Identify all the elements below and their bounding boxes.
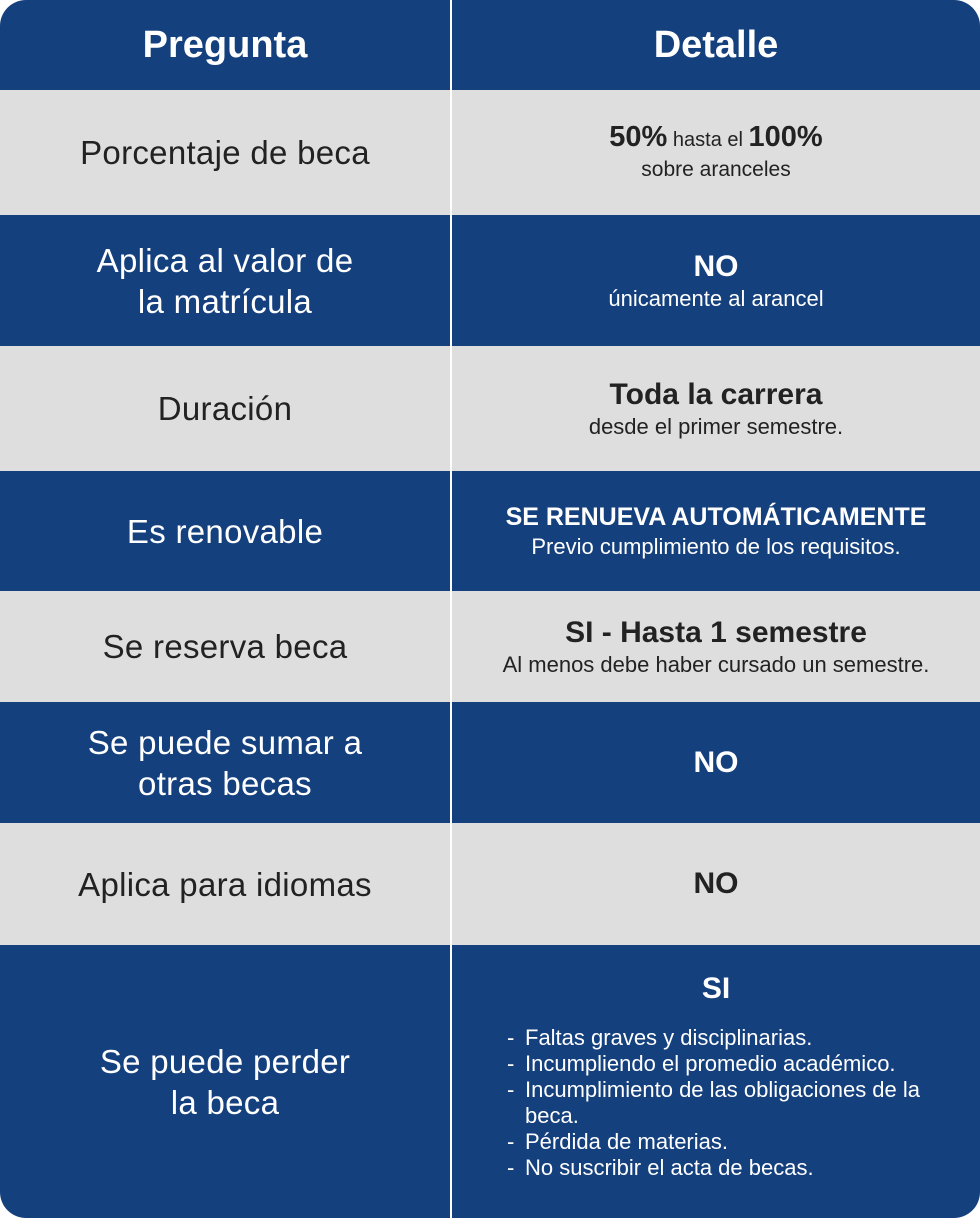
question-line: Se puede perder <box>99 1042 351 1080</box>
detail-title: SI - Hasta 1 semestre <box>565 615 867 649</box>
table-row <box>0 702 980 823</box>
table-row <box>0 90 980 215</box>
question-cell: Se reserva beca <box>0 591 452 702</box>
percentage-connector: hasta el <box>672 129 743 151</box>
detail-cell <box>452 90 980 215</box>
detail-title: Toda la carrera <box>609 377 823 411</box>
detail-title: NO <box>693 249 739 283</box>
detail-subtitle: desde el primer semestre. <box>588 413 844 439</box>
detail-subtitle: Previo cumplimiento de los requisitos. <box>531 534 901 559</box>
detail-title: NO <box>693 745 739 779</box>
question-cell <box>0 702 452 823</box>
table-row <box>0 591 980 702</box>
table-row <box>0 215 980 346</box>
detail-cell <box>452 945 980 1218</box>
percentage-line <box>609 121 822 156</box>
question-cell: Es renovable <box>0 471 452 591</box>
detail-title: NO <box>693 867 739 900</box>
list-item: - Pérdida de materias. <box>507 1129 925 1155</box>
table-row <box>0 945 980 1218</box>
detail-cell <box>452 823 980 945</box>
detail-cell <box>452 471 980 591</box>
question-line: otras becas <box>138 764 312 802</box>
list-item: - Incumpliendo el promedio académico. <box>507 1051 925 1077</box>
detail-cell <box>452 215 980 346</box>
detail-title: SI <box>701 972 731 1005</box>
percentage-max: 100% <box>748 121 823 153</box>
question-cell: Porcentaje de beca <box>0 90 452 215</box>
detail-subtitle: únicamente al arancel <box>608 285 824 311</box>
detail-title: SE RENUEVA AUTOMÁTICAMENTE <box>505 503 927 531</box>
list-item: - Incumplimiento de las obligaciones de la beca. <box>507 1077 925 1129</box>
question-line: la beca <box>170 1083 280 1121</box>
question-cell <box>0 215 452 346</box>
detail-subtitle: Al menos debe haber cursado un semestre. <box>502 651 930 677</box>
table-row <box>0 823 980 945</box>
question-line: Se puede sumar a <box>87 723 363 761</box>
detail-cell <box>452 346 980 471</box>
header-pregunta: Pregunta <box>0 0 452 90</box>
question-cell <box>0 945 452 1218</box>
detail-cell <box>452 591 980 702</box>
list-item: - No suscribir el acta de becas. <box>507 1155 925 1181</box>
list-item: - Faltas graves y disciplinarias. <box>507 1025 925 1051</box>
header-detalle: Detalle <box>653 23 779 66</box>
percentage-min: 50% <box>609 121 668 153</box>
detail-cell <box>452 702 980 823</box>
question-line: Aplica al valor de <box>96 241 354 279</box>
question-cell: Aplica para idiomas <box>0 823 452 945</box>
table-row <box>0 346 980 471</box>
table-header <box>0 0 980 90</box>
detail-subtitle: sobre aranceles <box>641 158 791 181</box>
question-cell: Duración <box>0 346 452 471</box>
loss-reasons-list <box>507 1025 925 1181</box>
table-row <box>0 471 980 591</box>
question-line: la matrícula <box>137 282 313 320</box>
